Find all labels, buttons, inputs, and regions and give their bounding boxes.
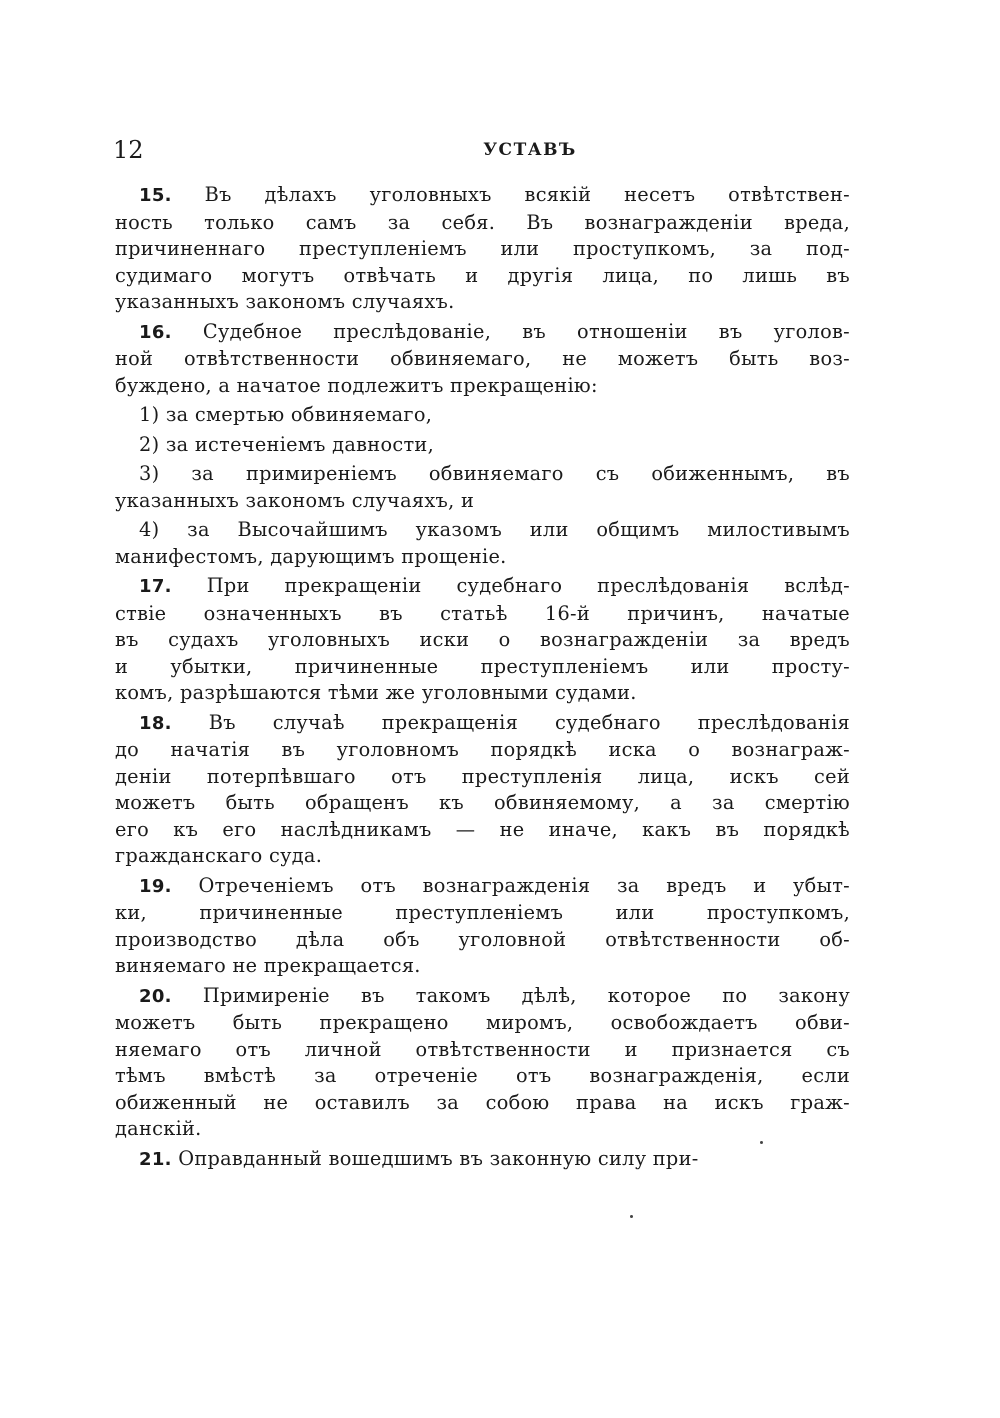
line-text: ки, причиненные преступленіемъ или проступкомъ,: [115, 901, 850, 924]
line-text: 4) за Высочайшимъ указомъ или общимъ милостивымъ: [139, 518, 850, 541]
text-line: [115, 432, 850, 459]
text-line: [115, 182, 850, 210]
text-line: [115, 710, 850, 738]
line-text: и убытки, причиненные преступленіемъ или просту-: [115, 654, 850, 678]
body-text: [115, 182, 850, 1176]
paragraph: [115, 573, 850, 707]
paragraph: [115, 873, 850, 980]
text-line: [115, 319, 850, 347]
article-number: 17.: [139, 576, 172, 597]
line-text: судимаго могутъ отвѣчать и другія лица, по лишь въ: [115, 263, 850, 287]
paragraph: [115, 983, 850, 1143]
text-line: [115, 900, 850, 927]
line-text: тѣмъ вмѣстѣ за отреченіе отъ вознагражденія, если: [115, 1064, 850, 1087]
paragraph: [115, 432, 850, 459]
line-text: можетъ быть обращенъ къ обвиняемому, а за смертію: [115, 791, 850, 814]
text-line: [115, 873, 850, 901]
text-line: [115, 1010, 850, 1037]
paragraph: [115, 402, 850, 429]
paragraph: [115, 1146, 850, 1174]
print-speck: [760, 1141, 763, 1144]
line-text: производство дѣла объ уголовной отвѣтственности об-: [115, 927, 850, 951]
text-line: [115, 817, 850, 844]
text-line: [115, 843, 850, 870]
paragraph: [115, 710, 850, 870]
line-text: Въ дѣлахъ уголовныхъ всякій несетъ отвѣтствен-: [204, 183, 850, 206]
article-number: 18.: [139, 712, 172, 734]
text-line: [115, 680, 850, 707]
line-text: комъ, разрѣшаются тѣми же уголовными судами.: [115, 681, 637, 704]
text-line: [115, 517, 850, 544]
text-line: [115, 1116, 850, 1143]
article-number: 21.: [139, 1148, 172, 1170]
text-line: [115, 263, 850, 290]
line-text: причиненнаго преступленіемъ или проступкомъ, за под-: [115, 237, 850, 260]
line-text: указанныхъ закономъ случаяхъ, и: [115, 488, 475, 512]
line-text: манифестомъ, дарующимъ прощеніе.: [115, 544, 507, 568]
article-number: 19.: [139, 875, 172, 897]
line-text: 1) за смертью обвиняемаго,: [139, 403, 433, 426]
text-line: [115, 346, 850, 373]
line-text: обиженный не оставилъ за собою права на искъ граж-: [115, 1090, 850, 1114]
text-line: [115, 737, 850, 764]
line-text: Отреченіемъ отъ вознагражденія за вредъ и убыт-: [198, 873, 850, 897]
line-text: данскій.: [115, 1117, 202, 1140]
paragraph: [115, 461, 850, 514]
line-text: указанныхъ закономъ случаяхъ.: [115, 290, 455, 313]
line-text: При прекращеніи судебнаго преслѣдованія вслѣд-: [206, 574, 850, 597]
line-text: виняемаго не прекращается.: [115, 954, 421, 977]
line-text: 3) за примиреніемъ обвиняемаго съ обиженнымъ, въ: [139, 462, 850, 485]
line-text: ной отвѣтственности обвиняемаго, не можетъ быть воз-: [115, 347, 850, 370]
line-text: Примиреніе въ такомъ дѣлѣ, которое по закону: [202, 983, 850, 1007]
text-line: [115, 373, 850, 400]
line-text: няемаго отъ личной отвѣтственности и признается съ: [115, 1037, 850, 1061]
text-line: [115, 210, 850, 237]
line-text: буждено, а начатое подлежитъ прекращенію:: [115, 373, 598, 397]
text-line: [115, 927, 850, 954]
line-text: его къ его наслѣдникамъ — не иначе, какъ въ порядкѣ: [115, 817, 850, 841]
page-number: 12: [113, 136, 144, 164]
line-text: можетъ быть прекращено миромъ, освобождаетъ обви-: [115, 1011, 850, 1034]
text-line: [115, 461, 850, 488]
text-line: [115, 1037, 850, 1064]
line-text: деніи потерпѣвшаго отъ преступленія лица, искъ сей: [115, 764, 850, 788]
text-line: [115, 488, 850, 515]
line-text: ность только самъ за себя. Въ вознагражденіи вреда,: [115, 210, 850, 234]
text-line: [115, 1090, 850, 1117]
line-text: гражданскаго суда.: [115, 844, 323, 867]
line-text: до начатія въ уголовномъ порядкѣ иска о вознаграж-: [115, 738, 850, 761]
article-number: 16.: [139, 321, 172, 343]
line-text: 2) за истеченіемъ давности,: [139, 432, 434, 456]
text-line: [115, 289, 850, 316]
line-text: въ судахъ уголовныхъ иски о вознагражденіи за вредъ: [115, 628, 850, 651]
text-line: [115, 236, 850, 263]
text-line: [115, 601, 850, 628]
line-text: Судебное преслѣдованіе, въ отношеніи въ уголов-: [202, 319, 850, 343]
text-line: [115, 1146, 850, 1174]
line-text: Въ случаѣ прекращенія судебнаго преслѣдованія: [208, 710, 850, 734]
article-number: 15.: [139, 185, 172, 206]
text-line: [115, 544, 850, 571]
text-line: [115, 654, 850, 681]
paragraph: [115, 319, 850, 400]
line-text: Оправданный вошедшимъ въ законную силу при-: [178, 1146, 699, 1170]
text-line: [115, 1063, 850, 1090]
print-speck: [630, 1215, 633, 1218]
text-line: [115, 764, 850, 791]
running-title: УСТАВЪ: [483, 140, 577, 160]
text-line: [115, 983, 850, 1011]
paragraph: [115, 182, 850, 316]
article-number: 20.: [139, 985, 172, 1007]
text-line: [115, 402, 850, 429]
text-line: [115, 790, 850, 817]
text-line: [115, 573, 850, 601]
line-text: ствіе означенныхъ въ статьѣ 16-й причинъ, начатые: [115, 601, 850, 625]
paragraph: [115, 517, 850, 570]
text-line: [115, 953, 850, 980]
text-line: [115, 627, 850, 654]
